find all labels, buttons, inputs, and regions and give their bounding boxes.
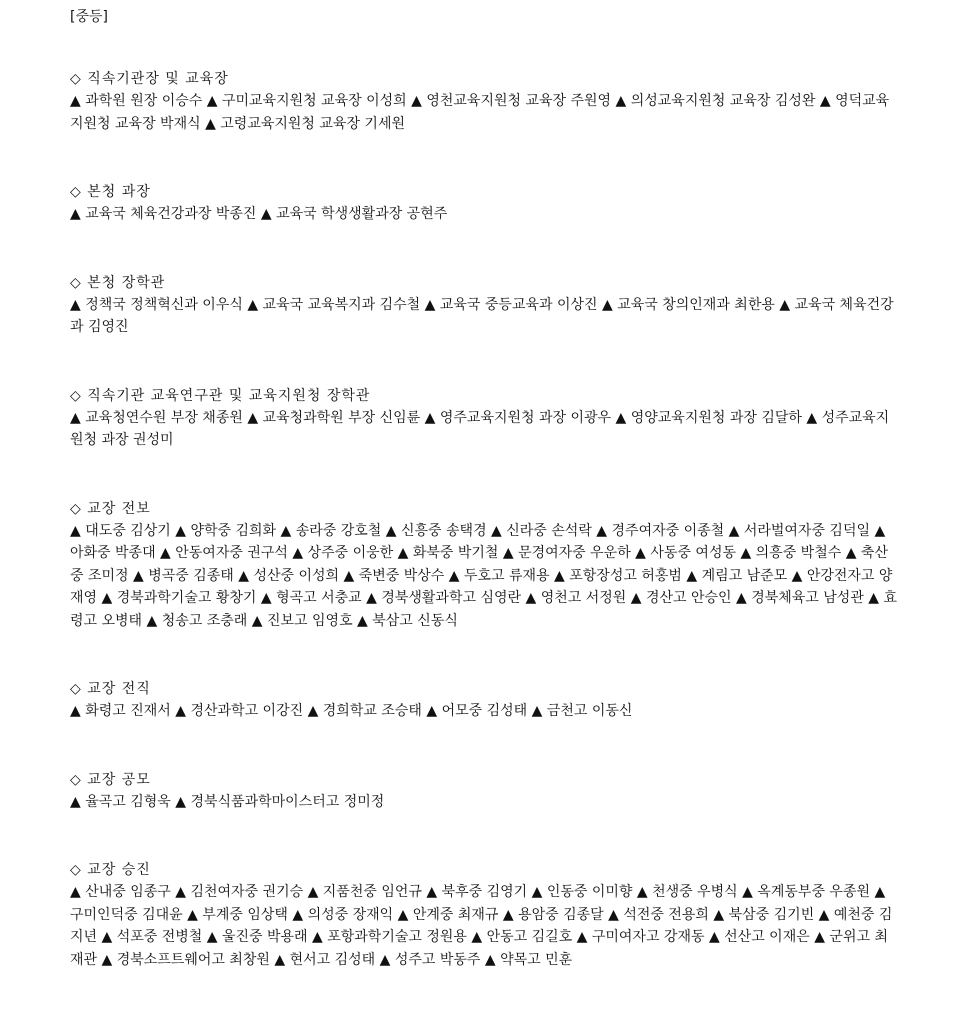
- section-heading: ◇ 교장 전직: [70, 681, 151, 697]
- section-agency-heads: [70, 68, 900, 135]
- section-body: ▲ 대도중 김상기 ▲ 양학중 김희화 ▲ 송라중 강호철 ▲ 신흥중 송택경 ▲ 신라중 손석락 ▲ 경주여자중 이종철 ▲ 서라벌여자중 김덕일 ▲ 아화중 박종대 ▲ 안동여자중 권구석 ▲ 상주중 이웅한 ▲ 화북중 박기철 ▲ 문경여자중 우운하 ▲ 사동중 여성동 ▲ 의흥중 박철수 ▲ 축산중 조미정 ▲ 병곡중 김종태 ▲ 성산중 이성희 ▲ 죽변중 박상수 ▲ 두호고 류재용 ▲ 포항장성고 허홍범 ▲ 계림고 남준모 ▲ 안강전자고 양재영 ▲ 경북과학기술고 황창기 ▲ 형곡고 서충교 ▲ 경북생활과학고 심영란 ▲ 영천고 서정원 ▲ 경산고 안승인 ▲ 경북체육고 남성관 ▲ 효령고 오병태 ▲ 청송고 조충래 ▲ 진보고 임영호 ▲ 북삼고 신동식: [70, 522, 898, 629]
- document: [70, 6, 900, 1017]
- section-heading: ◇ 본청 과장: [70, 184, 151, 200]
- section-heading: ◇ 본청 장학관: [70, 274, 166, 291]
- section-body: ▲ 산내중 임종구 ▲ 김천여자중 권기승 ▲ 지품천중 임언규 ▲ 북후중 김영기 ▲ 인동중 이미향 ▲ 천생중 우병식 ▲ 옥계동부중 우종원 ▲ 구미인덕중 김대윤 ▲ 부계중 임상택 ▲ 의성중 장재익 ▲ 안계중 최재규 ▲ 용암중 김종달 ▲ 석전중 전용희 ▲ 북삼중 김기빈 ▲ 예천중 김지년 ▲ 석포중 전병철 ▲ 울진중 박용래 ▲ 포항과학기술고 정원용 ▲ 안동고 김길호 ▲ 구미여자고 강재동 ▲ 선산고 이재은 ▲ 군위고 최재관 ▲ 경북소프트웨어고 최창원 ▲ 현서고 김성태 ▲ 성주고 박동주 ▲ 약목고 민훈: [70, 884, 893, 968]
- section-heading: ◇ 교장 전보: [70, 500, 151, 517]
- section-body: ▲ 과학원 원장 이승수 ▲ 구미교육지원청 교육장 이성희 ▲ 영천교육지원청 교육장 주원영 ▲ 의성교육지원청 교육장 김성완 ▲ 영덕교육지원청 교육장 박재식 ▲ 고령교육지원청 교육장 기세원: [70, 93, 890, 132]
- section-principal-open-recruitment: [70, 769, 900, 814]
- section-hq-supervisors: [70, 272, 900, 339]
- section-research-supervisors: [70, 385, 900, 452]
- section-body: ▲ 정책국 정책혁신과 이우식 ▲ 교육국 교육복지과 김수철 ▲ 교육국 중등교육과 이상진 ▲ 교육국 창의인재과 최한용 ▲ 교육국 체육건강과 김영진: [70, 296, 894, 335]
- section-body: ▲ 화령고 진재서 ▲ 경산과학고 이강진 ▲ 경희학교 조승태 ▲ 어모중 김성태 ▲ 금천고 이동신: [70, 703, 633, 719]
- section-principal-transfer: [70, 498, 900, 633]
- section-principal-reassignment: [70, 678, 900, 723]
- section-hq-directors: [70, 181, 900, 226]
- section-body: ▲ 율곡고 김형욱 ▲ 경북식품과학마이스터고 정미정: [70, 793, 385, 810]
- section-heading: ◇ 직속기관 교육연구관 및 교육지원청 장학관: [70, 387, 371, 404]
- section-heading: ◇ 교장 공모: [70, 771, 151, 788]
- section-body: ▲ 교육청연수원 부장 채종원 ▲ 교육청과학원 부장 신임륜 ▲ 영주교육지원청 과장 이광우 ▲ 영양교육지원청 과장 김달하 ▲ 성주교육지원청 과장 권성미: [70, 409, 890, 448]
- section-heading: ◇ 교장 승진: [70, 862, 151, 878]
- section-principal-promotion: [70, 859, 900, 971]
- section-heading: ◇ 직속기관장 및 교육장: [70, 71, 229, 87]
- document-title: [중등]: [70, 9, 108, 25]
- section-body: ▲ 교육국 체육건강과장 박종진 ▲ 교육국 학생생활과장 공현주: [70, 206, 448, 222]
